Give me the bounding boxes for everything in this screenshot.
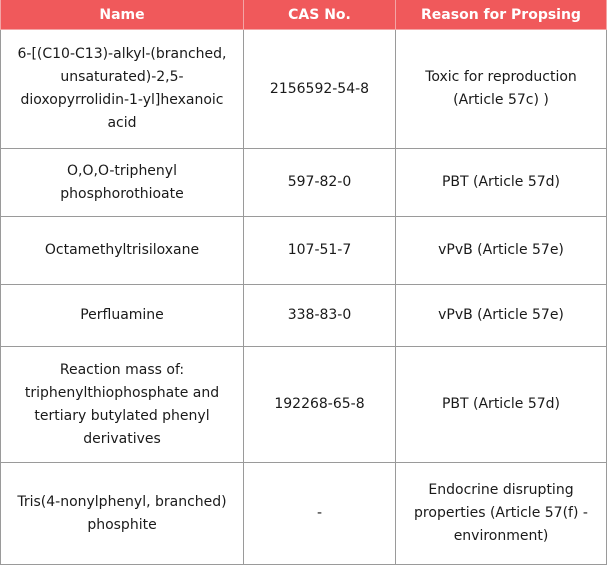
reason-cell [396, 347, 607, 463]
header-name: Name [1, 0, 244, 30]
reason-line: properties (Article 57(f) - [414, 505, 588, 521]
substance-name-cell [1, 285, 244, 347]
reason-cell [396, 463, 607, 565]
cas-number-cell: 2156592-54-8 [244, 30, 396, 149]
substance-name-line: phosphite [87, 516, 157, 533]
reason-line: vPvB (Article 57e) [438, 307, 564, 323]
substance-name-cell [1, 217, 244, 285]
table-row [1, 149, 607, 217]
substance-name-cell [1, 463, 244, 565]
table-row [1, 217, 607, 285]
reason-line: vPvB (Article 57e) [438, 242, 564, 258]
reason-line: environment) [453, 528, 549, 544]
cas-number-cell: 597-82-0 [244, 149, 396, 217]
cas-number-cell: - [244, 463, 396, 565]
reason-line: PBT (Article 57d) [441, 396, 561, 412]
reason-cell [396, 30, 607, 149]
table-row [1, 285, 607, 347]
substance-name-line: unsaturated)-2,5- [60, 69, 184, 85]
substance-name-line: phosphorothioate [60, 185, 184, 202]
substance-name-line: tertiary butylated phenyl [34, 407, 210, 424]
header-reason: Reason for Propsing [396, 0, 607, 30]
substance-name-line: O,O,O-triphenyl [67, 162, 177, 179]
table-row [1, 463, 607, 565]
table-row [1, 30, 607, 149]
substance-name-line: 6-[(C10-C13)-alkyl-(branched, [17, 46, 227, 62]
substance-name-cell [1, 347, 244, 463]
header-cas-number: CAS No. [244, 0, 396, 30]
reason-cell [396, 285, 607, 347]
substance-name-line: Tris(4-nonylphenyl, branched) [17, 493, 227, 510]
substance-name-line: Perfluamine [80, 307, 164, 323]
substance-name-line: acid [107, 115, 137, 131]
reason-line: Endocrine disrupting [428, 482, 574, 498]
header-row [1, 0, 607, 30]
substance-name-line: derivatives [83, 430, 161, 447]
substance-name-line: triphenylthiophosphate and [24, 384, 220, 401]
substance-name-line: Reaction mass of: [59, 361, 185, 378]
reason-cell [396, 217, 607, 285]
substance-name-line: dioxopyrrolidin-1-yl]hexanoic [20, 92, 224, 108]
reason-line: PBT (Article 57d) [441, 174, 561, 190]
substance-name-line: Octamethyltrisiloxane [44, 242, 200, 258]
cas-number-cell: 338-83-0 [244, 285, 396, 347]
table-row [1, 347, 607, 463]
substance-name-cell [1, 149, 244, 217]
cas-number-cell: 107-51-7 [244, 217, 396, 285]
cas-number-cell: 192268-65-8 [244, 347, 396, 463]
reason-cell [396, 149, 607, 217]
reason-line: Toxic for reproduction [425, 69, 577, 85]
reason-line: (Article 57c) ) [453, 92, 549, 108]
substance-name-cell [1, 30, 244, 149]
